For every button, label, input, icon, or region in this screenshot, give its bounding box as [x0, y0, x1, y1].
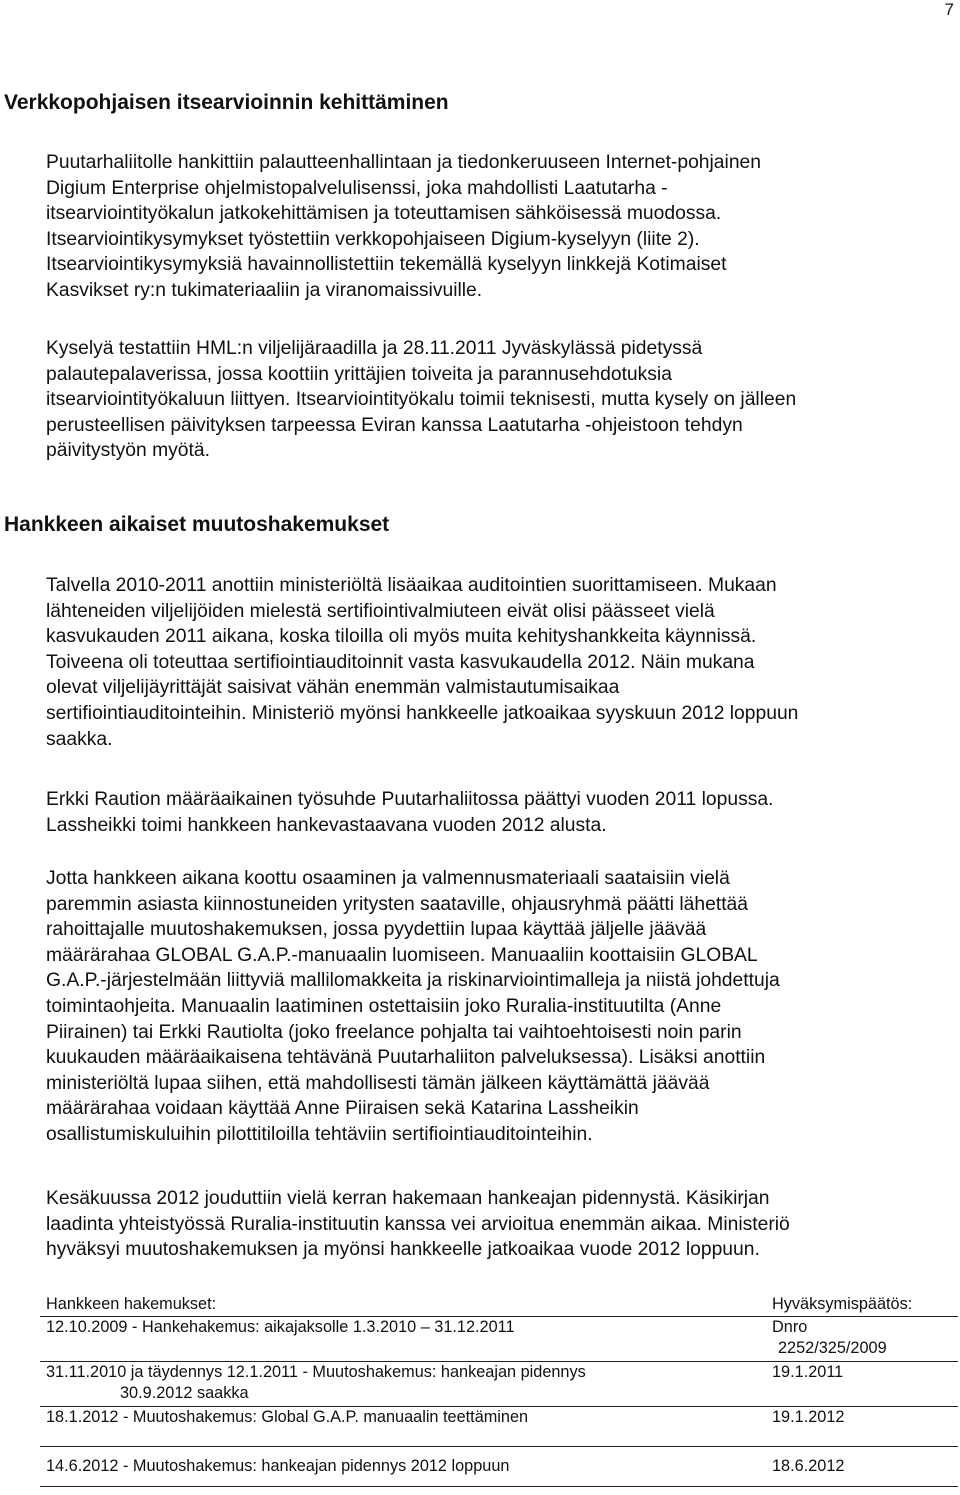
table-row [40, 1406, 958, 1446]
table-row [40, 1316, 958, 1361]
paragraph: Kyselyä testattiin HML:n viljelijäraadilla ja 28.11.2011 Jyväskylässä pidetyssä palautepalaverissa, jossa koottiin yrittäjien toiveita ja parannusehdotuksia itsearviointityökaluun liittyen. Itsearviointityökalu toimii teknisesti, mutta kysely on jälleen perusteellisen päivityksen tarpeessa Eviran kanssa Laatutarha -ohjeistoon tehdyn päivitystyön myötä. [46, 338, 797, 462]
application-text: 12.10.2009 - Hankehakemus: aikajaksolle 1.3.2010 – 31.12.2011 [46, 1317, 515, 1336]
paragraph: Erkki Raution määräaikainen työsuhde Puutarhaliitossa päättyi vuoden 2011 lopussa. Lassheikki toimi hankkeen hankevastaavana vuoden 2012 alusta. [46, 789, 774, 836]
section-heading-change-applications: Hankkeen aikaiset muutoshakemukset [4, 513, 390, 536]
paragraph: Talvella 2010-2011 anottiin ministeriöltä lisäaikaa auditointien suorittamiseen. Mukaan lähteneiden viljelijöiden mielestä sertifiointivalmiuteen eivät olisi päässeet vielä kasvukauden 2011 aikana, koska tiloilla oli myös muita kehityshankkeita käynnissä. Toiveena oli toteuttaa sertifiointiauditoinnit vasta kasvukaudella 2012. Näin mukana olevat viljelijäyrittäjät saisivat vähän enemmän valmistautumisaikaa sertifiointiauditointeihin. Ministeriö myönsi hankkeelle jatkoaikaa syyskuun 2012 loppuun saakka. [46, 575, 799, 750]
applications-table [40, 1292, 958, 1487]
decision-text: 19.1.2011 [772, 1362, 844, 1381]
paragraph: Puutarhaliitolle hankittiin palautteenhallintaan ja tiedonkeruuseen Internet-pohjainen Digium Enterprise ohjelmistopalvelulisenssi, joka mahdollisti Laatutarha - itsearviointityökalun jatkokehittämisen ja toteuttamisen sähköisessä muodossa. Itsearviointikysymykset työstettiin verkkopohjaiseen Digium-kyselyyn (liite 2). Itsearviointikysymyksiä havainnollistettiin tekemällä kyselyyn linkkejä Kotimaiset Kasvikset ry:n tukimateriaaliin ja viranomaissivuille. [46, 152, 761, 301]
table-header-row [40, 1292, 958, 1316]
application-text: 14.6.2012 - Muutoshakemus: hankeajan pidennys 2012 loppuun [46, 1456, 510, 1475]
decision-text: 19.1.2012 [772, 1407, 845, 1426]
paragraph: Jotta hankkeen aikana koottu osaaminen ja valmennusmateriaali saataisiin vielä paremmin asiasta kiinnostuneiden yritysten saataville, ohjausryhmä päätti lähettää rahoittajalle muutoshakemuksen, jossa pyydettiin lupaa käyttää jäljelle jäävää määrärahaa GLOBAL G.A.P.-manuaalin luomiseen. Manuaaliin koottaisiin GLOBAL G.A.P.-järjestelmään liittyviä mallilomakkeita ja riskinarviointimalleja ja niistä johdettuja toimintaohjeita. Manuaalin laatiminen ostettaisiin joko Ruralia-instituutilta (Anne Piirainen) tai Erkki Rautiolta (joko freelance pohjalta tai vaihtoehtoisesti noin parin kuukauden määräaikaisena tehtävänä Puutarhaliiton palveluksessa). Lisäksi anottiin ministeriöltä lupaa siihen, että mahdollisesti tämän jälkeen käyttämättä jäävää määrärahaa voidaan käyttää Anne Piiraisen sekä Katarina Lassheikin osallistumiskuluihin pilottitiloilla tehtäviin sertifiointiauditointeihin. [46, 868, 780, 1145]
table-row [40, 1361, 958, 1406]
table-header-decision: Hyväksymispäätös: [772, 1295, 913, 1313]
table-header-applications: Hankkeen hakemukset: [46, 1295, 217, 1313]
section-heading-self-assessment: Verkkopohjaisen itsearvioinnin kehittäminen [4, 91, 449, 114]
application-text: 31.11.2010 ja täydennys 12.1.2011 - Muutoshakemus: hankeajan pidennys [46, 1362, 586, 1381]
page-number: 7 [944, 0, 954, 19]
decision-text: Dnro [772, 1317, 808, 1336]
table-row [40, 1446, 958, 1486]
application-continuation: 30.9.2012 saakka [120, 1383, 249, 1402]
paragraph: Kesäkuussa 2012 jouduttiin vielä kerran hakemaan hankeajan pidennystä. Käsikirjan laadinta yhteistyössä Ruralia-instituutin kanssa vei arvioitua enemmän aikaa. Ministeriö hyväksyi muutoshakemuksen ja myönsi hankkeelle jatkoaikaa vuode 2012 loppuun. [46, 1188, 790, 1261]
decision-continuation: 2252/325/2009 [778, 1338, 887, 1357]
application-text: 18.1.2012 - Muutoshakemus: Global G.A.P. manuaalin teettäminen [46, 1407, 529, 1426]
decision-text: 18.6.2012 [772, 1456, 845, 1475]
